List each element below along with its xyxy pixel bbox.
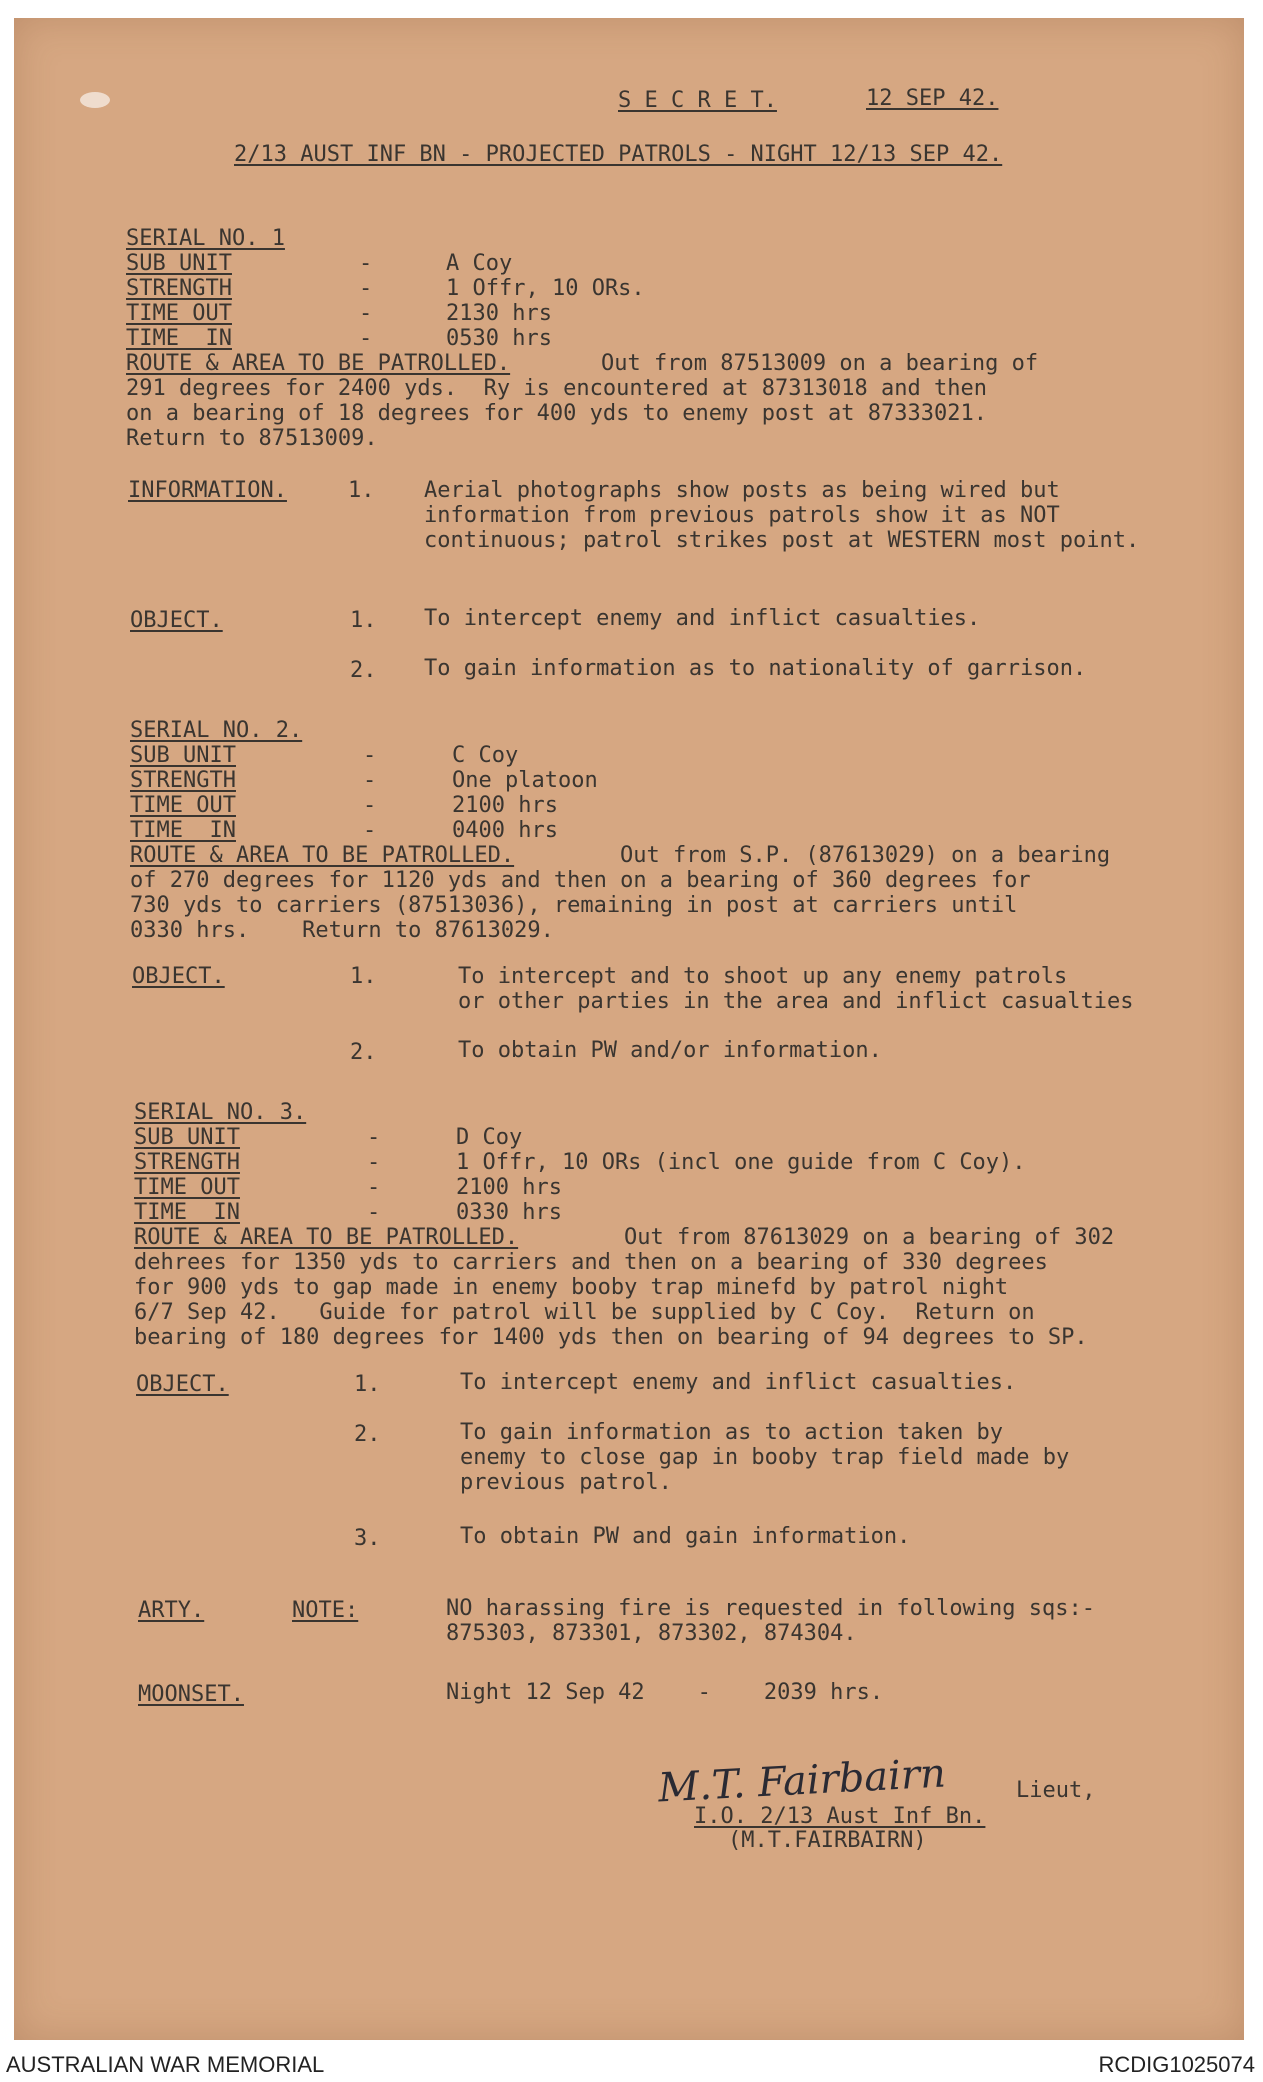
- information-number: 1.: [348, 478, 375, 503]
- paper-stain: [80, 92, 110, 108]
- moonset-text: Night 12 Sep 42 - 2039 hrs.: [446, 1680, 884, 1705]
- time-out-value: 2130 hrs: [446, 301, 552, 326]
- signature-unit: I.O. 2/13 Aust Inf Bn.: [694, 1804, 986, 1829]
- route-line-1: Out from S.P. (87613029) on a bearing: [620, 843, 1111, 868]
- label-time-in: TIME IN: [126, 326, 232, 351]
- object-text: To obtain PW and/or information.: [458, 1038, 882, 1063]
- label-strength: STRENGTH: [134, 1150, 240, 1175]
- route-text: 291 degrees for 2400 yds. Ry is encountered at 87313018 and then on a bearing of 18 degrees for 400 yds to enemy post at 87333021. Return to 87513009.: [126, 376, 987, 451]
- label-time-out: TIME OUT: [130, 793, 236, 818]
- label-time-in: TIME IN: [134, 1200, 240, 1225]
- dash: -: [367, 1175, 381, 1200]
- serial-heading: SERIAL NO. 1: [126, 226, 285, 251]
- route-text: dehrees for 1350 yds to carriers and then on a bearing of 330 degrees for 900 yds to gap made in enemy booby trap minefd by patrol night 6/7 Sep 42. Guide for patrol will be supplied by C Coy. Return on bearing of 180 degrees for 1400 yds then on bearing of 94 degrees to SP.: [134, 1250, 1088, 1350]
- label-object: OBJECT.: [136, 1372, 229, 1397]
- label-time-out: TIME OUT: [126, 301, 232, 326]
- sub-unit-value: D Coy: [456, 1125, 523, 1150]
- dash: -: [359, 251, 373, 276]
- label-object: OBJECT.: [132, 964, 225, 989]
- object-number: 3.: [354, 1526, 381, 1551]
- signature-rank: Lieut,: [1016, 1778, 1096, 1803]
- route-line-1: Out from 87513009 on a bearing of: [601, 351, 1039, 376]
- serial-heading: SERIAL NO. 3.: [134, 1100, 307, 1125]
- dash: -: [367, 1125, 381, 1150]
- label-time-out: TIME OUT: [134, 1175, 240, 1200]
- strength-value: 1 Offr, 10 ORs.: [446, 276, 645, 301]
- label-strength: STRENGTH: [130, 768, 236, 793]
- strength-value: 1 Offr, 10 ORs (incl one guide from C Coy).: [456, 1150, 1026, 1175]
- dash: -: [363, 743, 377, 768]
- time-in-value: 0530 hrs: [446, 326, 552, 351]
- signature-name: (M.T.FAIRBAIRN): [728, 1828, 927, 1853]
- dash: -: [363, 768, 377, 793]
- label-note: NOTE:: [292, 1598, 359, 1623]
- time-out-value: 2100 hrs: [456, 1175, 562, 1200]
- object-text: To obtain PW and gain information.: [460, 1524, 911, 1549]
- label-route: ROUTE & AREA TO BE PATROLLED.: [130, 843, 515, 868]
- object-number: 1.: [350, 608, 377, 633]
- footer-archive-name: AUSTRALIAN WAR MEMORIAL: [6, 2052, 325, 2077]
- arty-text: NO harassing fire is requested in following sqs:- 875303, 873301, 873302, 874304.: [446, 1596, 1096, 1646]
- object-number: 2.: [354, 1422, 381, 1447]
- dash: -: [359, 326, 373, 351]
- dash: -: [363, 793, 377, 818]
- label-sub-unit: SUB UNIT: [126, 251, 232, 276]
- sub-unit-value: A Coy: [446, 251, 513, 276]
- dash: -: [363, 818, 377, 843]
- dash: -: [367, 1200, 381, 1225]
- handwritten-signature: M.T. Fairbairn: [656, 1750, 947, 1812]
- object-text: To intercept and to shoot up any enemy patrols or other parties in the area and inflict casualties: [458, 964, 1134, 1014]
- dash: -: [367, 1150, 381, 1175]
- time-in-value: 0400 hrs: [452, 818, 558, 843]
- document-page: [14, 18, 1244, 2040]
- label-arty: ARTY.: [138, 1598, 205, 1623]
- label-object: OBJECT.: [130, 608, 223, 633]
- dash: -: [359, 276, 373, 301]
- route-line-1: Out from 87613029 on a bearing of 302: [624, 1225, 1115, 1250]
- serial-1-block: [126, 226, 1226, 456]
- object-number: 2.: [350, 1040, 377, 1065]
- object-number: 1.: [350, 964, 377, 989]
- object-number: 1.: [354, 1372, 381, 1397]
- label-sub-unit: SUB UNIT: [130, 743, 236, 768]
- footer-record-id: RCDIG1025074: [1098, 2052, 1255, 2077]
- object-text: To intercept enemy and inflict casualties.: [424, 606, 981, 631]
- route-text: of 270 degrees for 1120 yds and then on a bearing of 360 degrees for 730 yds to carriers (87513036), remaining in post at carriers until 0330 hrs. Return to 87613029.: [130, 868, 1031, 943]
- label-time-in: TIME IN: [130, 818, 236, 843]
- serial-3-block: [134, 1100, 1244, 1360]
- dash: -: [359, 301, 373, 326]
- label-moonset: MOONSET.: [138, 1682, 244, 1707]
- label-route: ROUTE & AREA TO BE PATROLLED.: [134, 1225, 519, 1250]
- time-out-value: 2100 hrs: [452, 793, 558, 818]
- object-text: To intercept enemy and inflict casualties.: [460, 1370, 1017, 1395]
- serial-heading: SERIAL NO. 2.: [130, 718, 303, 743]
- time-in-value: 0330 hrs: [456, 1200, 562, 1225]
- object-number: 2.: [350, 658, 377, 683]
- object-text: To gain information as to action taken by enemy to close gap in booby trap field made by previous patrol.: [460, 1420, 1070, 1495]
- secret-marking: S E C R E T.: [618, 88, 777, 113]
- label-strength: STRENGTH: [126, 276, 232, 301]
- sub-unit-value: C Coy: [452, 743, 519, 768]
- strength-value: One platoon: [452, 768, 598, 793]
- label-sub-unit: SUB UNIT: [134, 1125, 240, 1150]
- document-title: 2/13 AUST INF BN - PROJECTED PATROLS - NIGHT 12/13 SEP 42.: [234, 142, 1003, 167]
- object-text: To gain information as to nationality of garrison.: [424, 656, 1087, 681]
- document-date: 12 SEP 42.: [866, 86, 999, 111]
- information-text: Aerial photographs show posts as being wired but information from previous patrols show it as NOT continuous; patrol strikes post at WESTERN most point.: [424, 478, 1140, 553]
- serial-2-block: [130, 718, 1240, 948]
- label-route: ROUTE & AREA TO BE PATROLLED.: [126, 351, 511, 376]
- label-information: INFORMATION.: [128, 478, 287, 503]
